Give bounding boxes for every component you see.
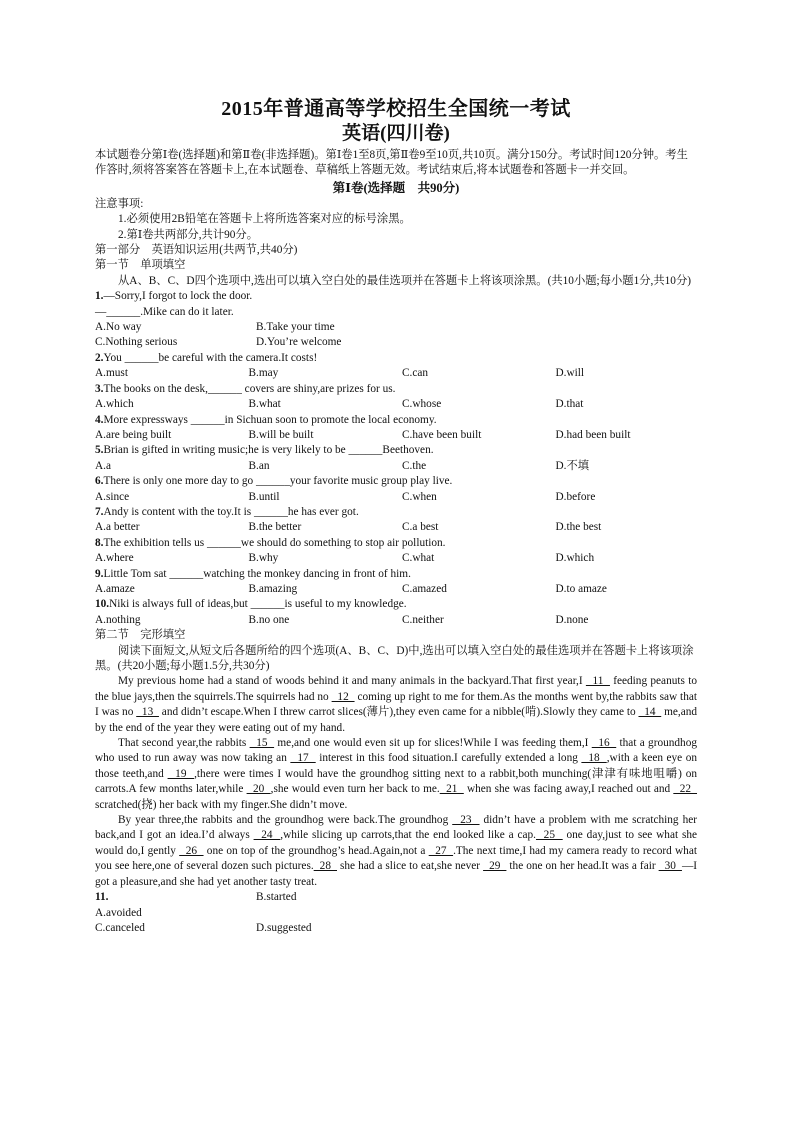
- question-list: [95, 289, 697, 628]
- answer-option: A.must: [95, 367, 128, 380]
- answer-option: B.what: [248, 398, 281, 411]
- page-subtitle: 英语(四川卷): [342, 123, 450, 144]
- cloze-blank: 12: [331, 690, 355, 703]
- cloze-blank: 26: [179, 844, 204, 857]
- cloze-blank: 24: [253, 829, 281, 842]
- answer-option: D.which: [555, 552, 595, 565]
- cloze-blank: 30: [658, 860, 682, 873]
- answer-option: B.an: [248, 459, 270, 472]
- answer-option: B.Take your time: [256, 321, 335, 334]
- section1-title: 第Ⅰ卷(选择题 共90分): [332, 180, 460, 195]
- note-item: 2.第Ⅰ卷共两部分,共计90分。: [118, 228, 259, 241]
- answer-option: A.a: [95, 459, 111, 472]
- cloze-blank: 13: [136, 706, 159, 719]
- option-row: [95, 335, 697, 350]
- passage-paragraph: That second year,the rabbits 15 me,and one would even sit up for slices!While I was feeding them,I 16 that a groundhog who used to run away was now taking an 17 interest in this food situation.I carefully extended a long 18 ,with a keen eye on those teeth,and 19 ,there were times I would have the groundhog sitting next to a rabbit,both munching(津津有味地咀嚼) on carrots.A few months later,while 20 ,she would even turn her back to me. 21 when she was facing away,I reached out and 22 scratched(挠) her back with my finger.She didn’t move.: [95, 737, 698, 811]
- part1-sec1-heading: 第一节 单项填空: [95, 259, 186, 272]
- option-row: [95, 428, 697, 443]
- answer-option: B.why: [248, 552, 279, 565]
- answer-option: C.can: [402, 367, 429, 380]
- answer-option: B.until: [248, 490, 280, 503]
- question-stem: [95, 505, 697, 520]
- answer-option: B.will be built: [248, 428, 314, 441]
- option-row: [95, 613, 697, 628]
- cloze-blank: 22: [673, 783, 698, 796]
- question-text-line2: —______.Mike can do it later.: [95, 305, 234, 318]
- cloze-options: [95, 890, 697, 936]
- answer-option: B.may: [248, 367, 279, 380]
- cloze-blank: 21: [439, 783, 464, 796]
- cloze-blank: 20: [246, 783, 271, 796]
- part1-sec2-heading: 第二节 完形填空: [95, 629, 186, 642]
- answer-option: A.which: [95, 398, 134, 411]
- answer-option: A.are being built: [95, 428, 172, 441]
- answer-option: A.nothing: [95, 613, 141, 626]
- answer-option: C.when: [402, 490, 437, 503]
- answer-option: D.had been built: [555, 428, 631, 441]
- cloze-blank: 27: [428, 844, 454, 857]
- question-number: 1.: [95, 290, 104, 303]
- question-stem: [95, 567, 697, 582]
- answer-option: C.have been built: [402, 428, 482, 441]
- cloze-blank: 29: [483, 860, 507, 873]
- answer-option: D.the best: [555, 521, 602, 534]
- option-row: [95, 551, 697, 566]
- passage-paragraph: My previous home had a stand of woods behind it and many animals in the backyard.That first year,I 11 feeding peanuts to the blue jays,then the squirrels.The squirrels had no 12 coming up right to me for them.As the months went by,the rabbits saw that I was no 13 and didn’t escape.When I threw carrot slices(薄片),they even came for a nibble(啃).Slowly they came to 14 me,and by the end of the year they were eating out of my hand.: [95, 675, 698, 734]
- question-text: You ______be careful with the camera.It costs!: [103, 351, 318, 364]
- answer-option: A.since: [95, 490, 130, 503]
- answer-option: A.amaze: [95, 582, 135, 595]
- question-number: 11.: [95, 891, 109, 904]
- answer-option-text: C.canceled: [95, 921, 145, 934]
- answer-option: D.that: [555, 398, 584, 411]
- answer-option: D.none: [555, 613, 589, 626]
- cloze-blank: 17: [290, 752, 316, 765]
- question-number: 9.: [95, 567, 104, 580]
- answer-option: D.to amaze: [555, 582, 607, 595]
- answer-option: B.no one: [248, 613, 290, 626]
- exam-page: [95, 96, 697, 936]
- answer-option: C.amazed: [402, 582, 447, 595]
- answer-option: C.a best: [402, 521, 439, 534]
- answer-option: A.No way: [95, 321, 142, 334]
- cloze-blank: 25: [536, 829, 563, 842]
- answer-option: [95, 921, 256, 936]
- question-text: Brian is gifted in writing music;he is very likely to be ______Beethoven.: [103, 444, 434, 457]
- answer-option: C.Nothing serious: [95, 336, 178, 349]
- answer-option: B.the better: [248, 521, 302, 534]
- answer-option: D.before: [555, 490, 596, 503]
- question-text: —Sorry,I forgot to lock the door.: [103, 290, 253, 303]
- question-text: The exhibition tells us ______we should do something to stop air pollution.: [103, 536, 446, 549]
- page-title: 2015年普通高等学校招生全国统一考试: [221, 98, 571, 120]
- answer-option: D.will: [555, 367, 585, 380]
- option-row: [95, 890, 697, 921]
- cloze-passage: [95, 674, 697, 890]
- question-number: 4.: [95, 413, 104, 426]
- note-item: 1.必须使用2B铅笔在答题卡上将所选答案对应的标号涂黑。: [118, 213, 411, 226]
- answer-option: C.the: [402, 459, 427, 472]
- option-row: [95, 582, 697, 597]
- question-text: Andy is content with the toy.It is ______he has ever got.: [103, 505, 359, 518]
- cloze-blank: 28: [313, 860, 337, 873]
- part1-heading: 第一部分 英语知识运用(共两节,共40分): [95, 244, 298, 257]
- option-row: [95, 520, 697, 535]
- answer-option: C.whose: [402, 398, 442, 411]
- question-stem: [95, 382, 697, 397]
- part1-sec2-instructions: 阅读下面短文,从短文后各题所给的四个选项(A、B、C、D)中,选出可以填入空白处的最佳选项并在答题卡上将该项涂黑。(共20小题;每小题1.5分,共30分): [95, 644, 694, 672]
- cloze-blank: 16: [591, 737, 617, 750]
- intro-text: 本试题卷分第Ⅰ卷(选择题)和第Ⅱ卷(非选择题)。第Ⅰ卷1至8页,第Ⅱ卷9至10页,共10页。满分150分。考试时间120分钟。考生作答时,须将答案答在答题卡上,在本试题卷、草稿纸上答题无效。考试结束后,将本试题卷和答题卡一并交回。: [95, 149, 688, 177]
- question-number: 3.: [95, 382, 104, 395]
- cloze-blank: 14: [638, 706, 662, 719]
- question-text: There is only one more day to go ______your favorite music group play live.: [103, 475, 453, 488]
- option-row: [95, 397, 697, 412]
- answer-option-text: A.avoided: [95, 906, 142, 919]
- question-number: 5.: [95, 444, 104, 457]
- answer-option-text: D.suggested: [256, 921, 312, 934]
- cloze-blank: 18: [581, 752, 607, 765]
- answer-option: A.where: [95, 552, 134, 565]
- question-stem: [95, 597, 697, 612]
- option-row: [95, 320, 697, 335]
- option-row: [95, 490, 697, 505]
- question-stem: [95, 443, 697, 458]
- answer-option: D.You’re welcome: [256, 336, 342, 349]
- cloze-blank: 15: [249, 737, 275, 750]
- answer-option: B.amazing: [248, 582, 298, 595]
- answer-option: D.不填: [555, 459, 590, 472]
- question-number: 10.: [95, 598, 110, 611]
- answer-option-text: B.started: [256, 891, 297, 904]
- question-stem: [95, 536, 697, 551]
- cloze-blank: 23: [452, 814, 480, 827]
- option-row: [95, 366, 697, 381]
- question-stem: [95, 351, 697, 366]
- question-number: 6.: [95, 475, 104, 488]
- cloze-blank: 11: [585, 675, 610, 688]
- question-stem: [95, 413, 697, 428]
- answer-option: C.neither: [402, 613, 444, 626]
- question-stem: [95, 289, 697, 304]
- notes-heading: 注意事项:: [95, 197, 144, 210]
- question-number: 8.: [95, 536, 104, 549]
- answer-option: C.what: [402, 552, 435, 565]
- question-text: More expressways ______in Sichuan soon to promote the local economy.: [103, 413, 437, 426]
- answer-option: [256, 921, 416, 936]
- question-number: 7.: [95, 505, 104, 518]
- answer-option: [95, 890, 256, 921]
- passage-paragraph: By year three,the rabbits and the groundhog were back.The groundhog 23 didn’t have a problem with me scratching her back,and I got an idea.I’d always 24 ,while slicing up carrots,that the end looked like a cap. 25 one day,just to see what she would do,I gently 26 one on top of the groundhog’s head.Again,not a 27 .The next time,I had my camera ready to record what you see here,one of several dozen such pictures. 28 she had a slice to eat,she never 29 the one on her head.It was a fair 30 —I got a pleasure,and she had yet another tasty treat.: [95, 814, 698, 888]
- question-stem: [95, 474, 697, 489]
- question-text: Niki is always full of ideas,but ______is useful to my knowledge.: [109, 598, 407, 611]
- question-number: 2.: [95, 351, 104, 364]
- part1-sec1-instructions: 从A、B、C、D四个选项中,选出可以填入空白处的最佳选项并在答题卡上将该项涂黑。(共10小题;每小题1分,共10分): [118, 274, 692, 287]
- answer-option: [256, 890, 416, 921]
- option-row: [95, 921, 697, 936]
- question-text: The books on the desk,______ covers are shiny,are prizes for us.: [103, 382, 396, 395]
- cloze-blank: 19: [167, 767, 195, 780]
- answer-option: A.a better: [95, 521, 140, 534]
- option-row: [95, 459, 697, 474]
- question-text: Little Tom sat ______watching the monkey dancing in front of him.: [103, 567, 411, 580]
